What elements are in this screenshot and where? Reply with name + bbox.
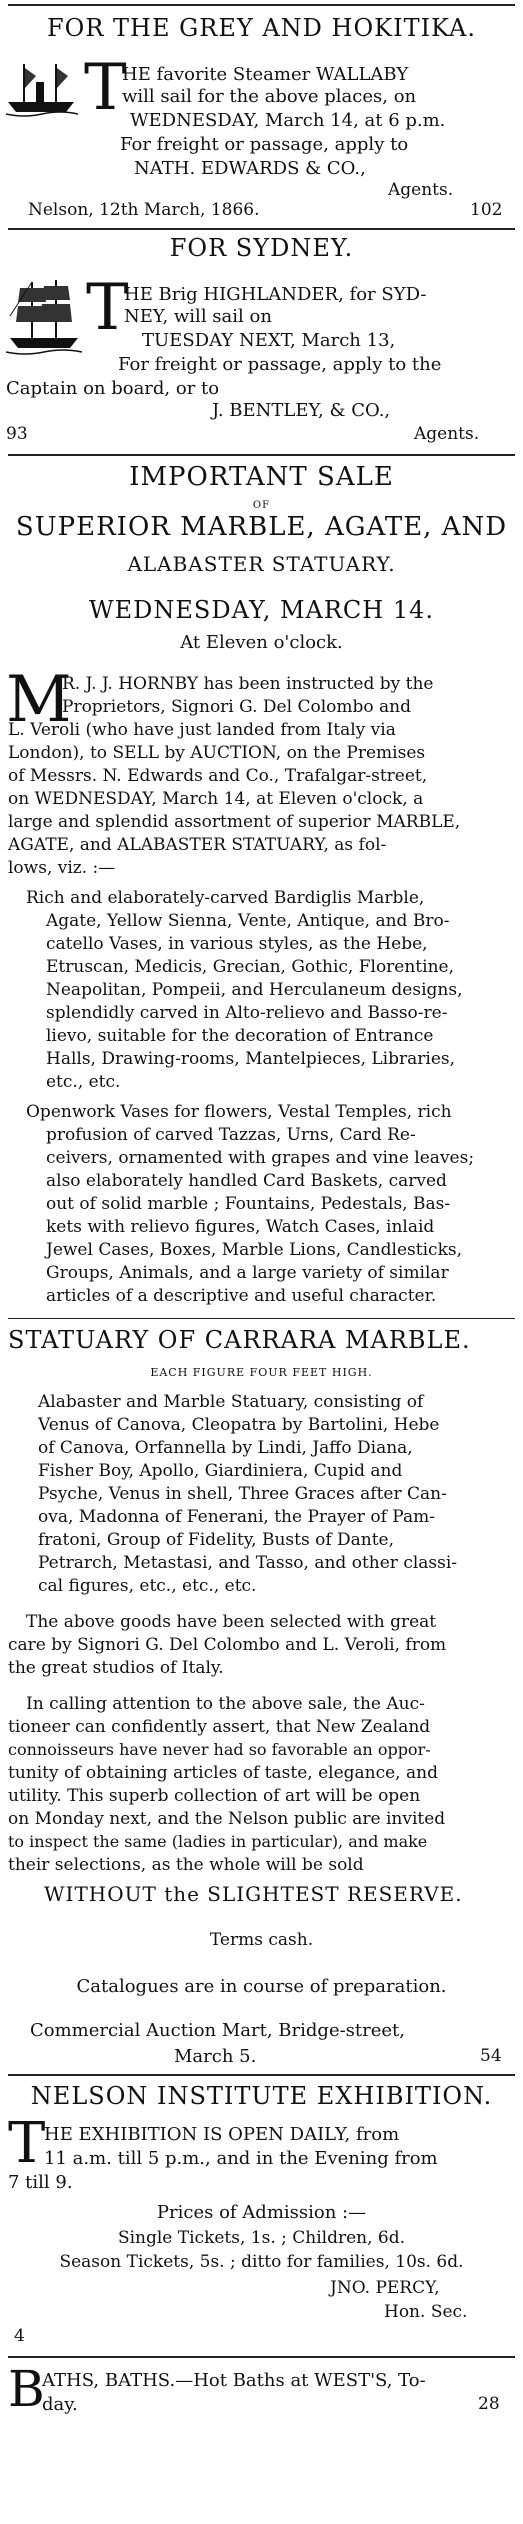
- sale-para3-line: fratoni, Group of Fidelity, Busts of Dante,: [38, 1530, 395, 1550]
- ad1-line: will sail for the above places, on: [122, 86, 417, 107]
- sale-para2-line: Openwork Vases for flowers, Vestal Temples, rich: [26, 1102, 452, 1122]
- sale-para5-line: connoisseurs have never had so favorable an oppor-: [8, 1740, 431, 1759]
- sale-time: At Eleven o'clock.: [180, 632, 343, 653]
- sale-para2-line: profusion of carved Tazzas, Urns, Card Re-: [46, 1125, 416, 1145]
- baths-number: 28: [478, 2394, 500, 2414]
- institute-heading: NELSON INSTITUTE EXHIBITION.: [30, 2082, 493, 2110]
- institute-prices-heading: Prices of Admission :—: [156, 2202, 367, 2223]
- institute-line: 7 till 9.: [8, 2172, 73, 2193]
- sale-para1-line: splendidly carved in Alto-relievo and Basso-re-: [46, 1003, 448, 1023]
- divider: [8, 2356, 515, 2358]
- sale-para1-line: catello Vases, in various styles, as the Hebe,: [46, 934, 428, 954]
- baths-dropcap: B: [8, 2360, 45, 2418]
- sale-para2-line: also elaborately handled Card Baskets, carved: [46, 1171, 447, 1191]
- ad2-line: HE Brig HIGHLANDER, for SYD-: [124, 284, 427, 305]
- sale-title-2: SUPERIOR MARBLE, AGATE, AND: [15, 512, 508, 542]
- sale-para4-line: the great studios of Italy.: [8, 1658, 224, 1678]
- sale-mart: Commercial Auction Mart, Bridge-street,: [30, 2020, 406, 2041]
- divider: [8, 1318, 515, 1319]
- sale-para2-line: Jewel Cases, Boxes, Marble Lions, Candlesticks,: [46, 1240, 463, 1260]
- institute-line: 11 a.m. till 5 p.m., and in the Evening from: [44, 2148, 438, 2169]
- brig-ship-icon: [6, 276, 82, 356]
- sale-mart-date: March 5.: [174, 2046, 257, 2067]
- ad2-heading: FOR SYDNEY.: [169, 234, 354, 262]
- ad1-line: HE favorite Steamer WALLABY: [122, 64, 409, 85]
- sale-of: OF: [252, 500, 271, 511]
- baths-line: ATHS, BATHS.—Hot Baths at WEST'S, To-: [42, 2370, 426, 2391]
- divider: [8, 2074, 515, 2076]
- sale-intro-line: L. Veroli (who have just landed from Italy via: [8, 720, 396, 740]
- ad2-line: Agents.: [414, 424, 480, 444]
- ad2-line: Captain on board, or to: [6, 378, 220, 399]
- sale-para1-line: etc., etc.: [46, 1072, 121, 1092]
- sale-para3-line: Psyche, Venus in shell, Three Graces after Can-: [38, 1484, 447, 1504]
- ad1-line: NATH. EDWARDS & CO.,: [134, 158, 366, 179]
- steamer-ship-icon: [6, 58, 78, 118]
- sale-title: IMPORTANT SALE: [129, 462, 394, 492]
- sale-para5-line: tunity of obtaining articles of taste, elegance, and: [8, 1763, 438, 1783]
- sale-para5-line: on Monday next, and the Nelson public are invited: [8, 1809, 446, 1829]
- institute-signer: JNO. PERCY,: [330, 2278, 440, 2298]
- sale-para2-line: articles of a descriptive and useful character.: [46, 1286, 437, 1306]
- ad2-line: NEY, will sail on: [124, 306, 272, 327]
- sale-para3-line: Alabaster and Marble Statuary, consisting of: [38, 1392, 424, 1412]
- ad2-line: For freight or passage, apply to the: [118, 354, 442, 375]
- sale-para1-line: Agate, Yellow Sienna, Vente, Antique, and Bro-: [46, 911, 450, 931]
- institute-dropcap: T: [8, 2111, 46, 2176]
- sale-para1-line: Etruscan, Medicis, Grecian, Gothic, Florentine,: [46, 957, 454, 977]
- ad1-line: For freight or passage, apply to: [120, 134, 409, 155]
- sale-para1-line: lievo, suitable for the decoration of Entrance: [46, 1026, 434, 1046]
- sale-para5-line: to inspect the same (ladies in particular), and make: [8, 1832, 428, 1851]
- sale-para1-line: Neapolitan, Pompeii, and Herculaneum designs,: [46, 980, 463, 1000]
- sale-para3-line: Fisher Boy, Apollo, Giardiniera, Cupid and: [38, 1461, 403, 1481]
- ad1-line: Agents.: [388, 180, 454, 200]
- divider: [8, 228, 515, 230]
- sale-reserve: WITHOUT the SLIGHTEST RESERVE.: [44, 1882, 463, 1906]
- ad1-number: 102: [470, 200, 503, 220]
- sale-para3-line: of Canova, Orfannella by Lindi, Jaffo Diana,: [38, 1438, 413, 1458]
- sale-intro-line: R. J. J. HORNBY has been instructed by the: [62, 674, 434, 694]
- sale-title-3: ALABASTER STATUARY.: [127, 552, 396, 576]
- sale-intro-line: on WEDNESDAY, March 14, at Eleven o'clock, a: [8, 789, 424, 809]
- sale-para3-line: ova, Madonna of Fenerani, the Prayer of Pam-: [38, 1507, 435, 1527]
- sale-dropcap: M: [6, 663, 72, 737]
- statuary-heading: STATUARY OF CARRARA MARBLE.: [8, 1326, 471, 1354]
- sale-para2-line: out of solid marble ; Fountains, Pedestals, Bas-: [46, 1194, 451, 1214]
- divider: [8, 454, 515, 456]
- sale-date: WEDNESDAY, MARCH 14.: [88, 596, 435, 624]
- sale-intro-line: of Messrs. N. Edwards and Co., Trafalgar-street,: [8, 766, 428, 786]
- institute-signer-title: Hon. Sec.: [384, 2302, 468, 2322]
- top-rule: [8, 4, 515, 6]
- sale-para2-line: kets with relievo figures, Watch Cases, inlaid: [46, 1217, 435, 1237]
- sale-para2-line: ceivers, ornamented with grapes and vine leaves;: [46, 1148, 475, 1168]
- sale-para5-line: their selections, as the whole will be sold: [8, 1855, 364, 1875]
- ad2-line: TUESDAY NEXT, March 13,: [142, 330, 396, 351]
- sale-para2-line: Groups, Animals, and a large variety of similar: [46, 1263, 449, 1283]
- sale-para5-line: In calling attention to the above sale, the Auc-: [26, 1694, 425, 1714]
- sale-intro-line: lows, viz. :—: [8, 858, 116, 878]
- ad2-dropcap: T: [86, 271, 129, 345]
- sale-number: 54: [480, 2046, 502, 2066]
- sale-para5-line: utility. This superb collection of art will be open: [8, 1786, 421, 1806]
- sale-intro-line: Proprietors, Signori G. Del Colombo and: [62, 697, 411, 717]
- sale-para3-line: Venus of Canova, Cleopatra by Bartolini, Hebe: [38, 1415, 440, 1435]
- institute-prices-2: Season Tickets, 5s. ; ditto for families, 10s. 6d.: [59, 2252, 464, 2272]
- sale-para4-line: care by Signori G. Del Colombo and L. Veroli, from: [8, 1635, 447, 1655]
- sale-para5-line: tioneer can confidently assert, that New Zealand: [8, 1717, 431, 1737]
- ad1-dropcap: T: [84, 51, 127, 125]
- sale-para3-line: Petrarch, Metastasi, and Tasso, and other classi-: [38, 1553, 458, 1573]
- institute-number: 4: [14, 2326, 25, 2346]
- sale-terms: Terms cash.: [209, 1930, 314, 1950]
- sale-intro-line: AGATE, and ALABASTER STATUARY, as fol-: [8, 835, 387, 855]
- sale-intro-line: large and splendid assortment of superior MARBLE,: [8, 812, 461, 832]
- sale-catalogues: Catalogues are in course of preparation.: [76, 1976, 447, 1997]
- sale-intro-line: London), to SELL by AUCTION, on the Premises: [8, 743, 426, 763]
- sale-para1-line: Halls, Drawing-rooms, Mantelpieces, Libraries,: [46, 1049, 456, 1069]
- baths-line: day.: [42, 2394, 78, 2415]
- statuary-subheading: EACH FIGURE FOUR FEET HIGH.: [150, 1366, 373, 1379]
- sale-para4-line: The above goods have been selected with great: [26, 1612, 437, 1632]
- institute-line: HE EXHIBITION IS OPEN DAILY, from: [44, 2124, 400, 2145]
- ad2-number: 93: [6, 424, 28, 444]
- sale-para3-line: cal figures, etc., etc., etc.: [38, 1576, 257, 1596]
- ad1-line: WEDNESDAY, March 14, at 6 p.m.: [130, 110, 446, 131]
- institute-prices-1: Single Tickets, 1s. ; Children, 6d.: [117, 2228, 406, 2248]
- ad2-line: J. BENTLEY, & CO.,: [212, 400, 391, 421]
- ad1-heading: FOR THE GREY AND HOKITIKA.: [47, 14, 476, 42]
- ad1-date: Nelson, 12th March, 1866.: [28, 200, 260, 220]
- sale-para1-line: Rich and elaborately-carved Bardiglis Marble,: [26, 888, 425, 908]
